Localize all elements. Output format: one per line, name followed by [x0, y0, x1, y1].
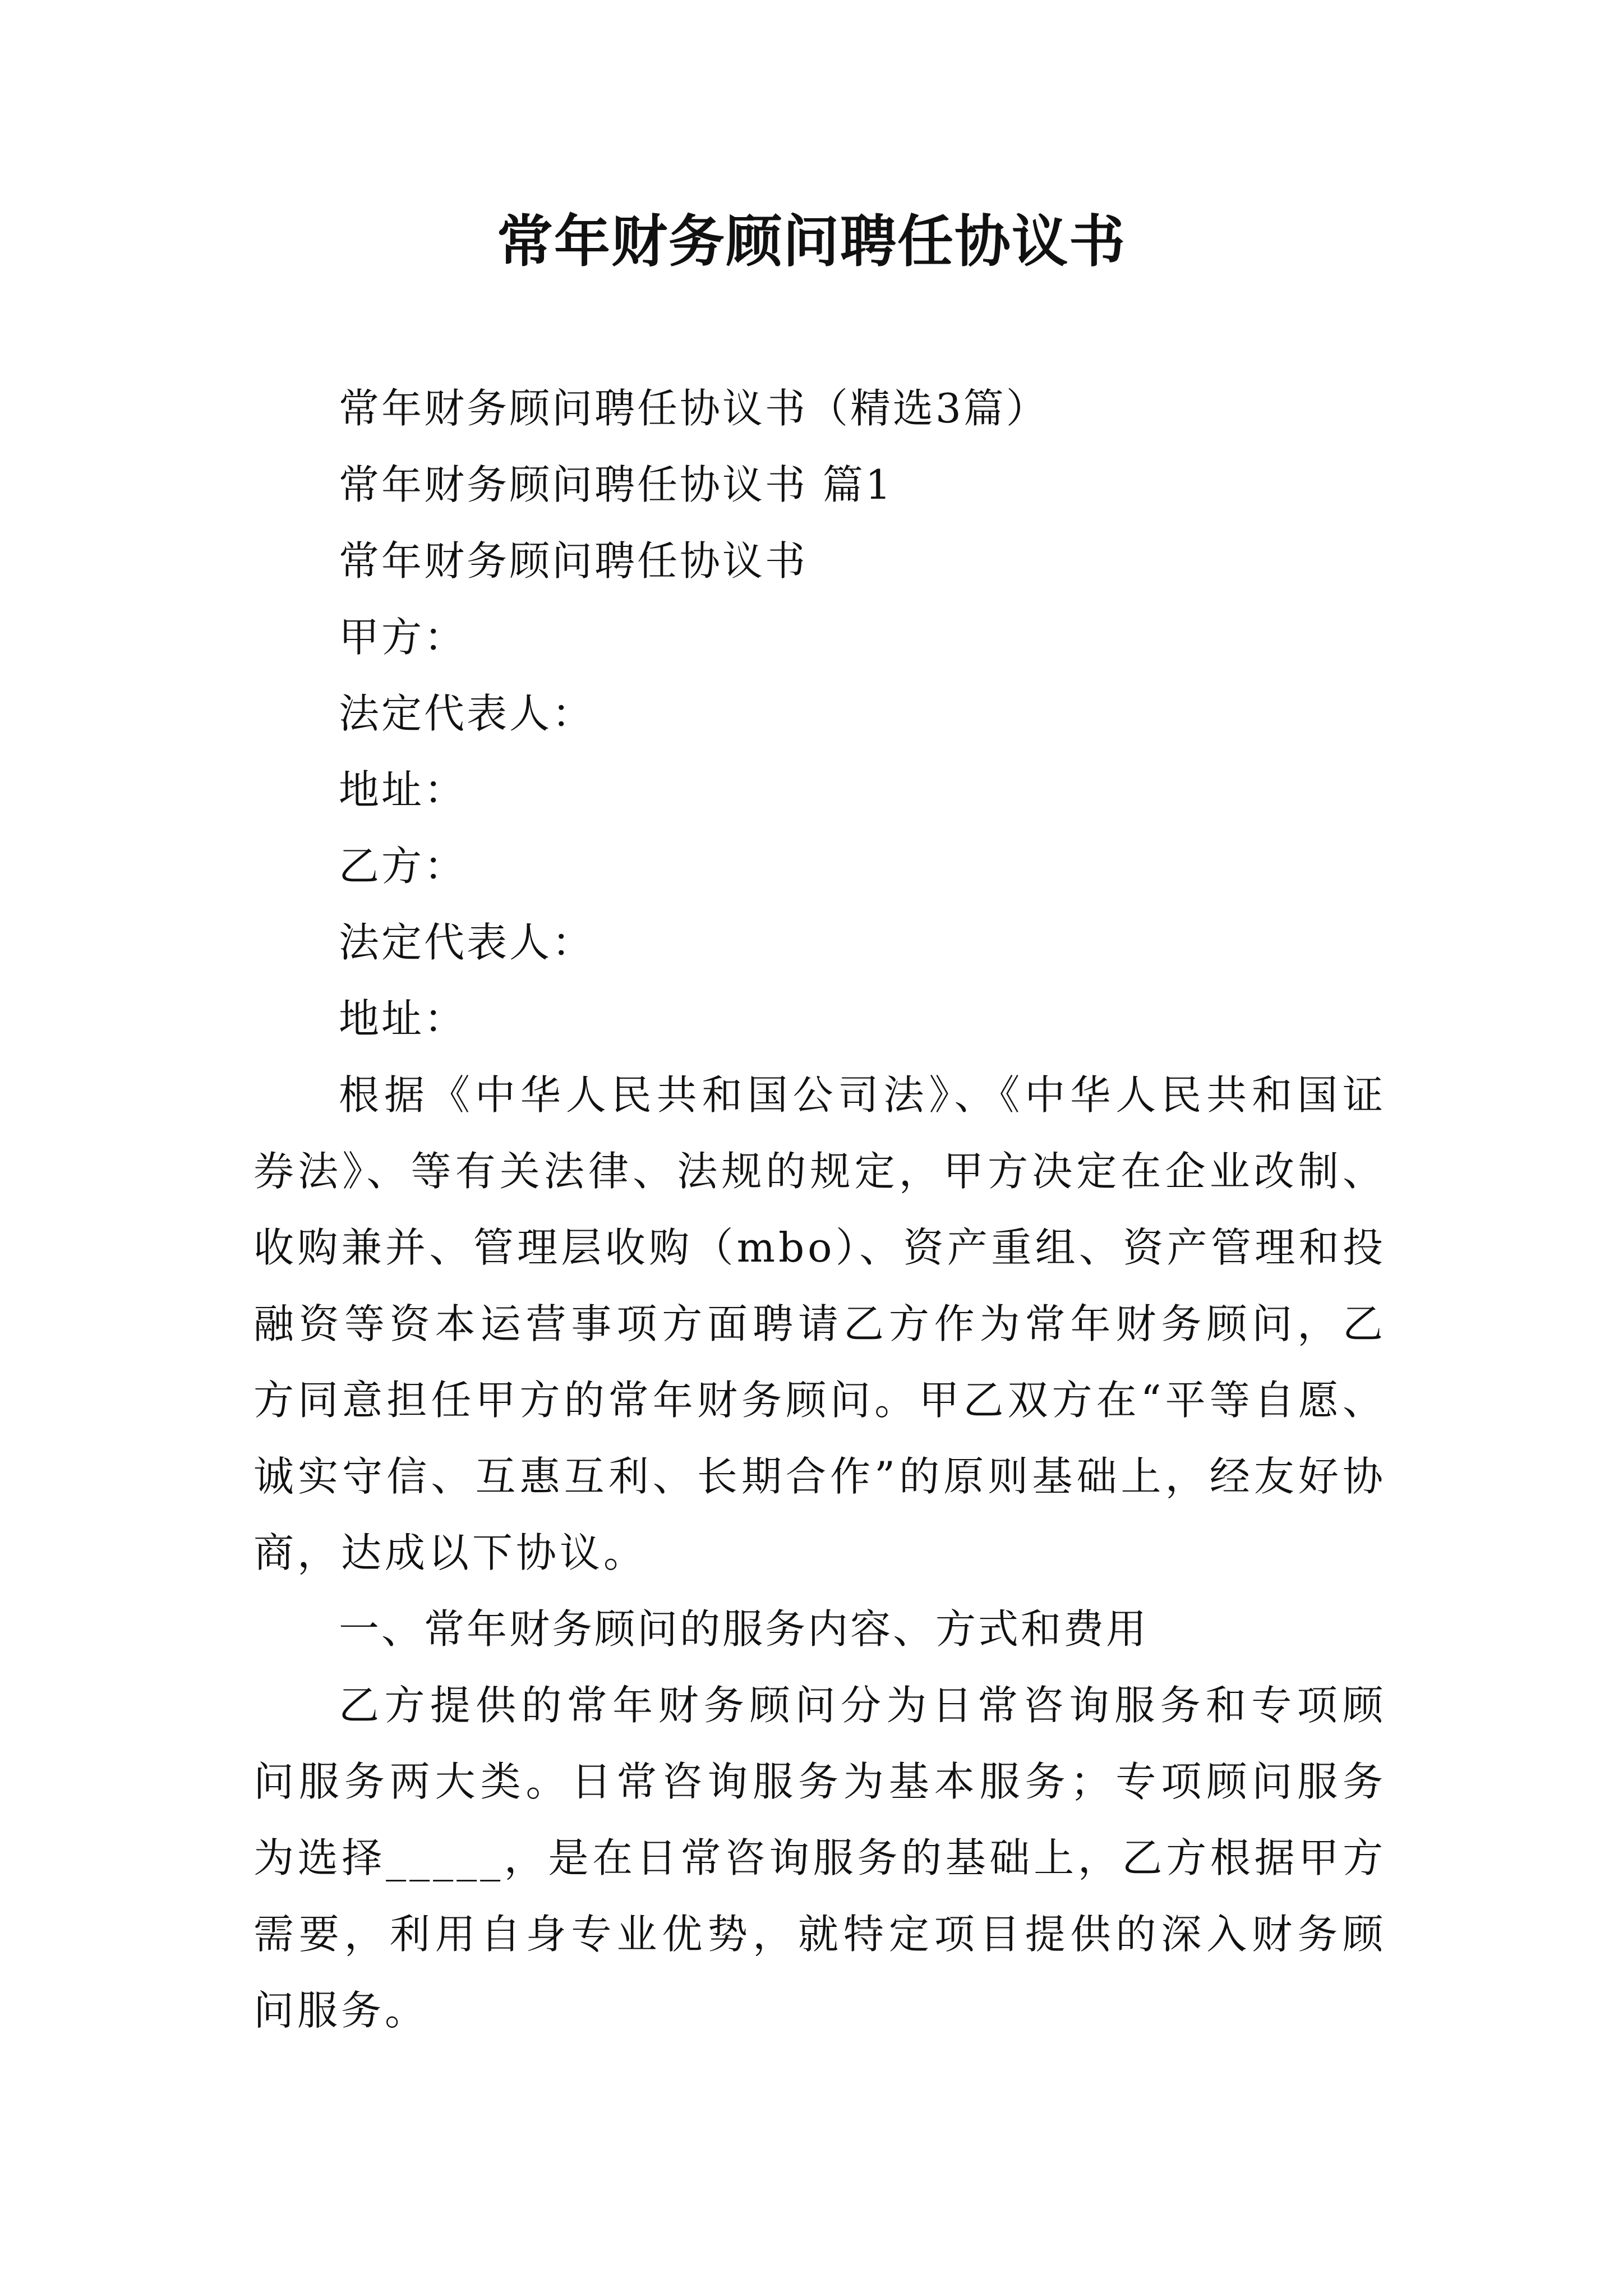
agreement-name: 常年财务顾问聘任协议书	[339, 537, 808, 585]
party-b-label: 乙方：	[339, 843, 467, 890]
section-heading: 常年财务顾问聘任协议书 篇1	[339, 461, 893, 508]
party-a-address-label: 地址：	[339, 766, 467, 813]
clause-1-heading: 一、常年财务顾问的服务内容、方式和费用	[339, 1605, 1149, 1653]
party-a-label: 甲方：	[339, 614, 467, 661]
document-title: 常年财务顾问聘任协议书	[497, 208, 1126, 274]
party-b-address-label: 地址：	[339, 995, 467, 1042]
subtitle-selection: 常年财务顾问聘任协议书（精选3篇）	[339, 385, 1049, 432]
document-body	[253, 370, 1386, 2049]
party-a-representative-label: 法定代表人：	[339, 690, 595, 737]
preamble-paragraph: 根据《中华人民共和国公司法》、《中华人民共和国证券法》、等有关法律、法规的规定，甲方决定在企业改制、收购兼并、管理层收购（mbo）、资产重组、资产管理和投融资等资本运营事项方面聘请乙方作为常年财务顾问，乙方同意担任甲方的常年财务顾问。甲乙双方在“平等自愿、诚实守信、互惠互利、长期合作”的原则基础上，经友好协商，达成以下协议。	[253, 1071, 1386, 1576]
party-b-representative-label: 法定代表人：	[339, 919, 595, 966]
clause-1-paragraph: 乙方提供的常年财务顾问分为日常咨询服务和专项顾问服务两大类。日常咨询服务为基本服务；专项顾问服务为选择_____，是在日常咨询服务的基础上，乙方根据甲方需要，利用自身专业优势，就特定项目提供的深入财务顾问服务。	[253, 1682, 1386, 2034]
